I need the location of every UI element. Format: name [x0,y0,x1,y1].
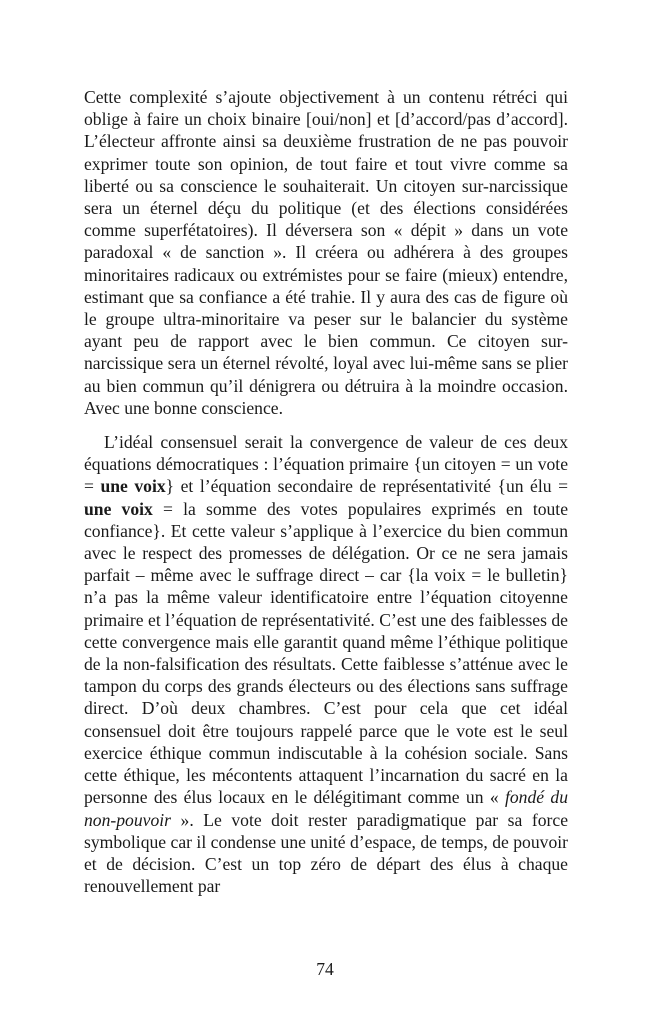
italic-fonde-du-non-pouvoir: fondé du non-pouvoir [84,787,568,830]
paragraph-2-run-7: ». Le vote doit rester paradigmatique par sa force symbolique car il condense une unité d’espace, de temps, de pouvoir et de décision. C’est un top zéro de départ des élus à chaque renouvellement par [84,809,568,897]
paragraph-2-run-5: = la somme des votes populaires exprimés en toute confiance}. Et cette valeur s’applique à l’exercice du bien commun avec le respect des promesses de délégation. Or ce ne sera jamais parfait – même avec le suffrage direct – car {la voix = le bulletin} n’a pas la même valeur identificatoire entre l’équation citoyenne primaire et l’équation de représentativité. C’est une des faiblesses de cette convergence mais elle garantit quand même l’éthique politique de la non-falsification des résultats. Cette faiblesse s’atténue avec le tampon du corps des grands électeurs ou des élections sans suffrage direct. D’où deux chambres. C’est pour cela que cet idéal consensuel doit être toujours rappelé parce que le vote est le seul exercice éthique commun indiscutable à la cohésion sociale. Sans cette éthique, les mécontents attaquent l’incarnation du sacré en la personne des élus locaux en le délégitimant comme un « [84,498,568,808]
page-body [84,86,568,897]
paragraph-1-text: Cette complexité s’ajoute objectivement à un contenu rétréci qui oblige à faire un choix binaire [oui/non] et [d’accord/pas d’accord]. L’électeur affronte ainsi sa deuxième frustration de ne pas pouvoir exprimer toute son opinion, de tout faire et tout vivre comme sa liberté ou sa conscience le souhaiterait. Un citoyen sur-narcissique sera un éternel déçu du politique (et des élections considérées comme superfétatoires). Il déversera son « dépit » dans un vote paradoxal « de sanction ». Il créera ou adhérera à des groupes minoritaires radicaux ou extrémistes pour se faire (mieux) entendre, estimant que sa confiance a été trahie. Il y aura des cas de figure où le groupe ultra-minoritaire va peser sur le balancier du système ayant peu de rapport avec le bien commun. Ce citoyen sur-narcissique sera un éternel révolté, loyal avec lui-même sans se plier au bien commun qu’il dénigrera ou détruira à la moindre occasion. Avec une bonne conscience. [84,87,568,418]
bold-une-voix-2: une voix [84,498,153,519]
paragraph-2-run-3: } et l’équation secondaire de représentativité {un élu = [165,476,568,497]
paragraph-1 [84,86,568,419]
paragraph-2-run-1: L’idéal consensuel serait la convergence de valeur de ces deux équations démocratiques : l’équation primaire {un citoyen = un vote = [84,432,568,497]
bold-une-voix-1: une voix [100,476,166,497]
paragraph-2 [84,431,568,897]
page-number: 74 [316,959,334,979]
